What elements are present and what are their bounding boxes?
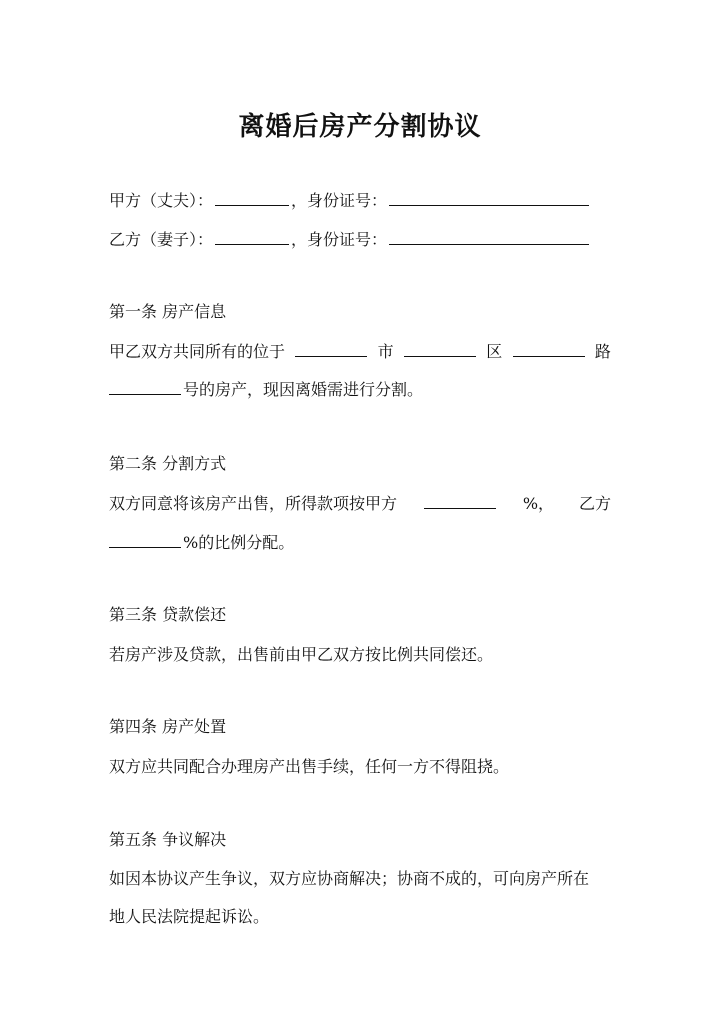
party-b-percent-blank[interactable] xyxy=(109,531,181,548)
article1-text-house: 号的房产，现因离婚需进行分割。 xyxy=(183,380,424,399)
district-blank[interactable] xyxy=(404,340,476,357)
article2-text-party-b: 乙方 xyxy=(578,494,611,513)
article4-body: 双方应共同配合办理房产出售手续，任何一方不得阻挠。 xyxy=(109,757,510,776)
document-title: 离婚后房产分割协议 xyxy=(238,112,482,142)
article1-text-district: 区 xyxy=(486,342,503,361)
article3-body: 若房产涉及贷款，出售前由甲乙双方按比例共同偿还。 xyxy=(109,645,494,664)
party-b-name-blank[interactable] xyxy=(215,228,289,245)
party-b-label: 乙方（妻子）： xyxy=(109,230,214,249)
road-blank[interactable] xyxy=(513,340,585,357)
number-blank[interactable] xyxy=(109,378,181,395)
article5-heading: 第五条 争议解决 xyxy=(109,830,227,849)
party-a-name-blank[interactable] xyxy=(215,189,289,206)
party-b-id-label: ，身份证号： xyxy=(291,230,388,249)
party-a-line xyxy=(109,189,591,212)
article2-text-percent: %， xyxy=(522,494,555,513)
article2-line2 xyxy=(109,531,294,554)
party-a-percent-blank[interactable] xyxy=(424,492,496,509)
party-a-id-label: ，身份证号： xyxy=(291,191,388,210)
article1-line2 xyxy=(109,378,423,401)
article1-heading: 第一条 房产信息 xyxy=(109,302,227,321)
article1-line1 xyxy=(109,340,611,363)
article5-body-line1: 如因本协议产生争议，双方应协商解决；协商不成的，可向房产所在 xyxy=(109,869,590,888)
article4-heading: 第四条 房产处置 xyxy=(109,717,227,736)
party-a-label: 甲方（丈夫）： xyxy=(109,191,214,210)
article2-line1 xyxy=(109,492,611,515)
party-a-id-blank[interactable] xyxy=(389,189,589,206)
article1-text-road: 路 xyxy=(594,342,611,361)
article2-heading: 第二条 分割方式 xyxy=(109,454,227,473)
party-b-id-blank[interactable] xyxy=(389,228,589,245)
city-blank[interactable] xyxy=(295,340,367,357)
article2-text-ratio: %的比例分配。 xyxy=(183,533,295,552)
article1-text-city: 市 xyxy=(377,342,394,361)
article1-text-located: 甲乙双方共同所有的位于 xyxy=(109,342,286,361)
article3-heading: 第三条 贷款偿还 xyxy=(109,605,227,624)
article5-body-line2: 地人民法院提起诉讼。 xyxy=(109,907,270,926)
article2-text-sale: 双方同意将该房产出售，所得款项按甲方 xyxy=(109,494,398,513)
party-b-line xyxy=(109,228,591,251)
